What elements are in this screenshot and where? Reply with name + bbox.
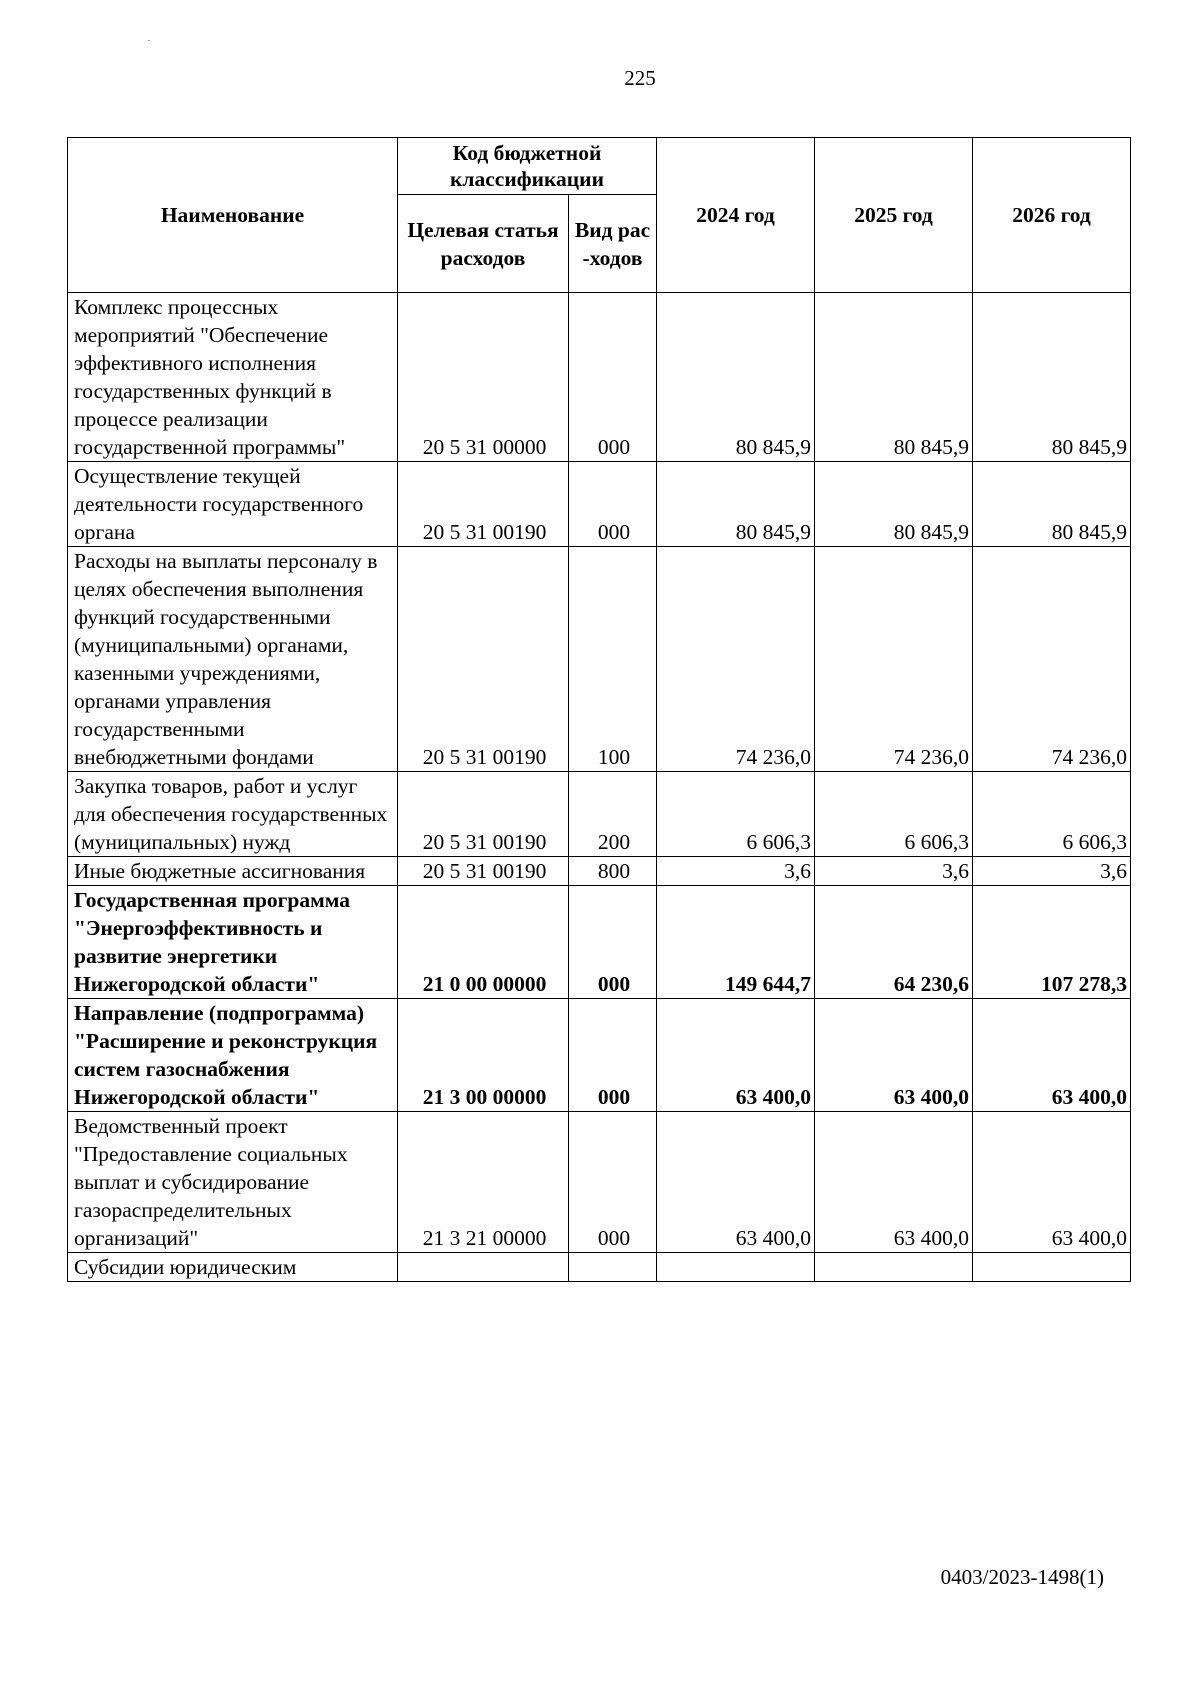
row-2026-cell [973,1253,1131,1282]
row-csr-cell: 20 5 31 00000 [398,293,569,462]
row-name-cell: Иные бюджетные ассигнования [68,857,398,886]
row-2025-cell: 63 400,0 [815,999,973,1112]
row-2026-cell: 63 400,0 [973,1112,1131,1253]
row-2026-cell: 107 278,3 [973,886,1131,999]
row-name-cell: Ведомственный проект "Предоставление социальных выплат и субсидирование газораспределительных организаций" [68,1112,398,1253]
row-2024-cell [657,1253,815,1282]
row-csr-cell: 20 5 31 00190 [398,857,569,886]
header-2024: 2024 год [657,138,815,293]
row-csr-cell: 20 5 31 00190 [398,462,569,547]
row-2026-cell: 74 236,0 [973,547,1131,772]
table-row [68,462,1131,547]
row-csr-cell: 20 5 31 00190 [398,772,569,857]
row-2025-cell: 64 230,6 [815,886,973,999]
row-vr-cell: 000 [569,1112,657,1253]
row-2024-cell: 149 644,7 [657,886,815,999]
row-vr-cell: 800 [569,857,657,886]
row-vr-cell: 100 [569,547,657,772]
row-2025-cell: 80 845,9 [815,462,973,547]
table-body [68,293,1131,1282]
row-2024-cell: 80 845,9 [657,293,815,462]
row-vr-cell: 000 [569,462,657,547]
row-name-cell: Расходы на выплаты персоналу в целях обеспечения выполнения функций государственными (муниципальными) органами, казенными учреждениями, органами управления государственными внебюджетными фондами [68,547,398,772]
row-name-cell: Направление (подпрограмма) "Расширение и реконструкция систем газоснабжения Нижегородской области" [68,999,398,1112]
row-csr-cell [398,1253,569,1282]
row-2025-cell: 80 845,9 [815,293,973,462]
header-2026: 2026 год [973,138,1131,293]
header-vr: Вид рас-ходов [569,195,657,293]
row-name-cell: Субсидии юридическим [68,1253,398,1282]
row-2024-cell: 80 845,9 [657,462,815,547]
row-2026-cell: 80 845,9 [973,462,1131,547]
row-2024-cell: 63 400,0 [657,999,815,1112]
row-vr-cell [569,1253,657,1282]
row-2026-cell: 3,6 [973,857,1131,886]
row-2025-cell: 63 400,0 [815,1112,973,1253]
scan-artifact [148,40,150,41]
row-vr-cell: 000 [569,999,657,1112]
row-2024-cell: 3,6 [657,857,815,886]
row-vr-cell: 200 [569,772,657,857]
table-row [68,772,1131,857]
row-2026-cell: 63 400,0 [973,999,1131,1112]
row-vr-cell: 000 [569,293,657,462]
table-row [68,999,1131,1112]
header-name: Наименование [68,138,398,293]
document-code: 0403/2023-1498(1) [940,1565,1104,1589]
row-csr-cell: 21 0 00 00000 [398,886,569,999]
row-2024-cell: 6 606,3 [657,772,815,857]
row-csr-cell: 21 3 21 00000 [398,1112,569,1253]
row-name-cell: Государственная программа "Энергоэффективность и развитие энергетики Нижегородской области" [68,886,398,999]
row-name-cell: Осуществление текущей деятельности государственного органа [68,462,398,547]
header-code-group: Код бюджетной классификации [398,138,657,195]
row-2025-cell: 6 606,3 [815,772,973,857]
table-header [68,138,1131,293]
row-2025-cell: 74 236,0 [815,547,973,772]
budget-table [67,137,1131,1282]
row-csr-cell: 20 5 31 00190 [398,547,569,772]
row-2026-cell: 6 606,3 [973,772,1131,857]
table-row [68,886,1131,999]
header-2025: 2025 год [815,138,973,293]
row-2026-cell: 80 845,9 [973,293,1131,462]
page-number: 225 [624,66,656,90]
row-name-cell: Комплекс процессных мероприятий "Обеспечение эффективного исполнения государственных функций в процессе реализации государственной программы" [68,293,398,462]
row-vr-cell: 000 [569,886,657,999]
row-2024-cell: 63 400,0 [657,1112,815,1253]
table-row [68,547,1131,772]
row-csr-cell: 21 3 00 00000 [398,999,569,1112]
row-2025-cell: 3,6 [815,857,973,886]
row-2024-cell: 74 236,0 [657,547,815,772]
header-csr: Целевая статья расходов [398,195,569,293]
table-row [68,1112,1131,1253]
table-row [68,1253,1131,1282]
table-row [68,857,1131,886]
row-name-cell: Закупка товаров, работ и услуг для обеспечения государственных (муниципальных) нужд [68,772,398,857]
table-row [68,293,1131,462]
row-2025-cell [815,1253,973,1282]
